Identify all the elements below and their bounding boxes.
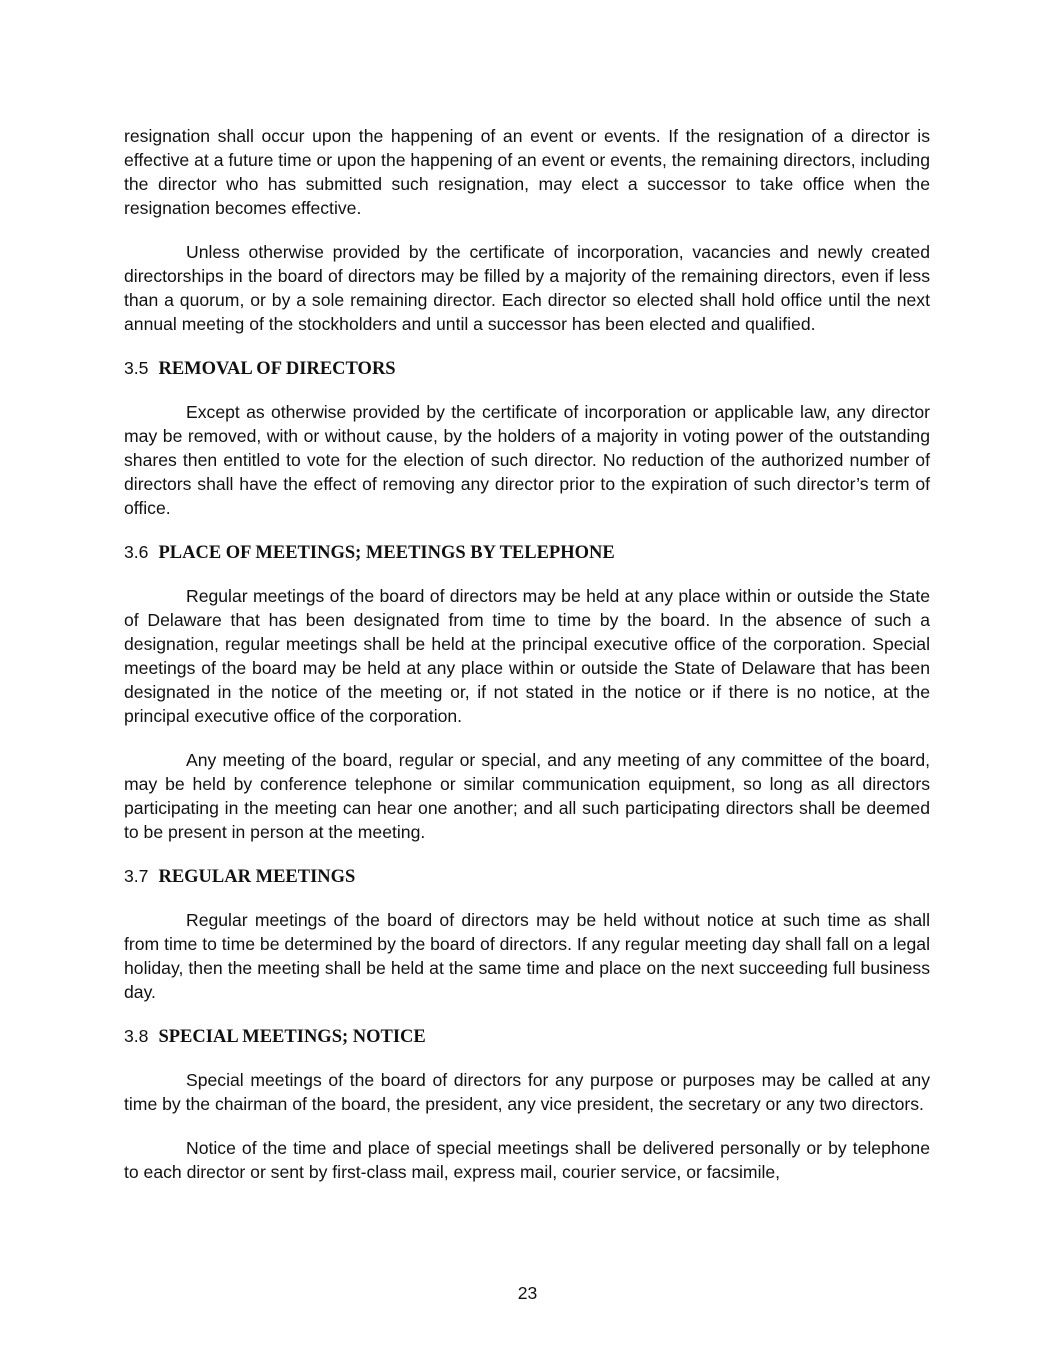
section-title: SPECIAL MEETINGS; NOTICE	[158, 1027, 426, 1047]
section-heading	[124, 540, 930, 564]
section-number: 3.6	[124, 542, 149, 562]
section-heading	[124, 864, 930, 888]
section-title: REGULAR MEETINGS	[158, 867, 356, 887]
paragraph: Any meeting of the board, regular or special, and any meeting of any committee of the board, may be held by conference telephone or similar communication equipment, so long as all directors participating in the meeting can hear one another; and all such participating directors shall be deemed to be present in person at the meeting.	[124, 750, 930, 842]
section-number: 3.5	[124, 358, 149, 378]
paragraph: Unless otherwise provided by the certificate of incorporation, vacancies and newly created directorships in the board of directors may be filled by a majority of the remaining directors, even if less than a quorum, or by a sole remaining director. Each director so elected shall hold office until the next annual meeting of the stockholders and until a successor has been elected and qualified.	[124, 242, 930, 334]
section-number: 3.7	[124, 866, 149, 886]
section-heading	[124, 356, 930, 380]
paragraph: Regular meetings of the board of directors may be held without notice at such time as shall from time to time be determined by the board of directors. If any regular meeting day shall fall on a legal holiday, then the meeting shall be held at the same time and place on the next succeeding full business day.	[124, 910, 930, 1002]
section-number: 3.8	[124, 1026, 149, 1046]
paragraph: resignation shall occur upon the happening of an event or events. If the resignation of a director is effective at a future time or upon the happening of an event or events, the remaining directors, including the director who has submitted such resignation, may elect a successor to take office when the resignation becomes effective.	[124, 126, 930, 218]
document-body	[124, 124, 930, 1204]
section-title: PLACE OF MEETINGS; MEETINGS BY TELEPHONE	[158, 543, 615, 563]
paragraph: Except as otherwise provided by the certificate of incorporation or applicable law, any director may be removed, with or without cause, by the holders of a majority in voting power of the outstanding shares then entitled to vote for the election of such director. No reduction of the authorized number of directors shall have the effect of removing any director prior to the expiration of such director’s term of office.	[124, 402, 930, 518]
section-heading	[124, 1024, 930, 1048]
paragraph: Notice of the time and place of special meetings shall be delivered personally or by telephone to each director or sent by first-class mail, express mail, courier service, or facsimile,	[124, 1138, 930, 1182]
paragraph: Regular meetings of the board of directors may be held at any place within or outside the State of Delaware that has been designated from time to time by the board. In the absence of such a designation, regular meetings shall be held at the principal executive office of the corporation. Special meetings of the board may be held at any place within or outside the State of Delaware that has been designated in the notice of the meeting or, if not stated in the notice or if there is no notice, at the principal executive office of the corporation.	[124, 586, 930, 726]
page-number: 23	[517, 1283, 538, 1303]
paragraph: Special meetings of the board of directors for any purpose or purposes may be called at any time by the chairman of the board, the president, any vice president, the secretary or any two directors.	[124, 1070, 930, 1114]
section-title: REMOVAL OF DIRECTORS	[158, 359, 396, 379]
